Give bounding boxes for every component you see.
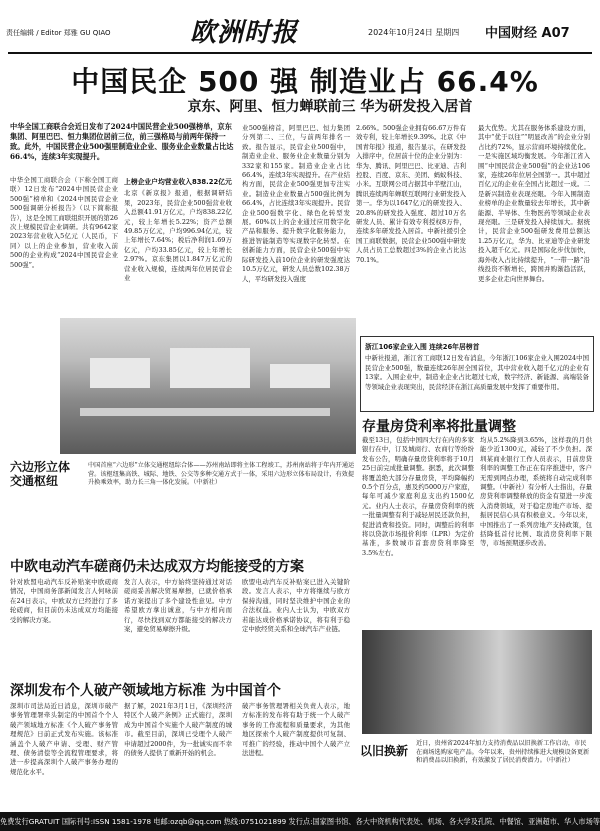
trade-in-caption: 近日，贵州省2024年加力支持消费品以旧换新工作启动，市民在商场选购家电产品。今年以来，贵州持续推进大规模设备更新和消费品以旧换新，有效激发了居民消费潜力。（中新社） (416, 740, 590, 765)
shenzhen-column-1: 深圳市司法局近日消息，深圳市破产事务管理署牵头制定的中国首个个人破产领域地方标准《个人破产事务管理规范》日前正式发布实施。该标准涵盖个人破产申请、受理、财产管理、债务清偿等全流程管理要求，将进一步提高深圳个人破产事务办理的规范化水平。 (10, 702, 118, 776)
footer-bar: 免费发行GRATUIT 国际刊号:ISSN 1581-1978 电邮:ozqb@qq.com 热线:0751021899 发行点:国家图书馆、各大中资机构代表处、机场、各大学及孔院、中餐馆、亚洲超市、华人市场等 (0, 812, 600, 831)
mortgage-column-2: 均从5.2%降到3.65%，这样我的月供能少近1300元，减轻了不少负担。深圳某商业银行工作人员表示，目前房贷利率的调整工作正在有序推进中，客户无需到网点办理，系统将自动完成利率调整。（中新社）有分析人士指出，存量房贷利率调整释放的资金有望进一步流入消费领域，对于稳定房地产市场、提振居民信心具有积极意义。今年以来，中国推出了一系列房地产支持政策，包括降低首付比例、取消房贷利率下限等，市场预期逐步改善。 (480, 436, 592, 548)
article-column-2 (124, 176, 232, 314)
main-headline: 中国民企 500 强 制造业占 66.4% (71, 65, 539, 98)
ev-column-2: 发言人表示，中方始终坚持通过对话磋商妥善解决贸易摩擦，已就价格承诺方案提出了多个建设性意见。中方希望欧方拿出诚意，与中方相向而行，尽快找到双方都能接受的解决方案，避免贸易摩擦升级。 (124, 578, 232, 634)
lead-paragraph: 中华全国工商联合会近日发布了2024中国民营企业500强榜单，京东集团、阿里巴巴、恒力集团位居前三位，前三强格局与前两年保持一致。此外，中国民营企业500强里制造业企业、服务业企业数量占比达66.4%，连续3年实现提升。 (10, 122, 234, 161)
main-subheadline: 京东、阿里、恒力蝉联前三 华为研发投入居首 (187, 99, 473, 115)
mortgage-column-1: 截至13日，包括中国四大行在内的多家银行在中，订及城商行、农商行等纷纷发布公告，明确存量房贷利率将于10月25日前完成批量调整。据悉，此次调整将覆盖绝大部分存量房贷，平均降幅约0.5个百分点，惠及约5000万户家庭，每年可减少家庭利息支出约1500亿元。业内人士表示，存量房贷利率的统一批量调整有利于减轻居民还款负担，促进消费和投资。同时，调整后的利率将以贷款市场报价利率（LPR）为定价基准，多数城市首套房贷利率降至3.5%左右。 (362, 436, 474, 557)
column-subtitle: 上榜企业户均营业收入838.22亿元 (124, 178, 232, 186)
sidebar-body (365, 341, 589, 407)
sidebar-text: 中新社报道，浙江省工商联12日发布消息，今年浙江106家企业入围2024中国民营企业500强，数量连续26年居全国首位，其中营业收入超千亿元的企业有13家。入围企业中，制造业企业占比超过七成，数字经济、新能源、高端装备等领域企业表现突出，民营经济在浙江高质量发展中发挥了重要作用。 (365, 354, 589, 391)
sidebar-title: 浙江106家企业入围 连续26年居榜首 (365, 343, 480, 351)
ev-column-3: 欧盟电动汽车反补贴案已进入关键阶段。发言人表示，中方将继续与欧方保持沟通，同时坚决维护中国企业的合法权益。业内人士认为，中欧双方若能达成价格承诺协议，将有利于稳定中欧经贸关系和全球汽车产业链。 (242, 578, 350, 634)
mortgage-rate-headline: 存量房贷利率将批量调整 (362, 419, 516, 435)
column-text: 北京《新京报》报道，根据调研结果，2023年，民营企业500强营业收入总额41.91万亿元，户均838.22亿元，较上年增长5.22%；资产总额49.85万亿元，户均996.94亿元，较上年增长7.64%；税后净利润1.69万亿元，户均33.85亿元，较上年增长2.97%。京东集团以1.847万亿元的营业收入规模，连续两年位居民营企业 (124, 189, 232, 283)
masthead (0, 0, 600, 60)
section-label: 中国财经 A07 (485, 26, 570, 41)
photo-tag: 六边形立体交通枢纽 (10, 460, 71, 488)
article-column-4: 2.66%。500强企业拥有66.67万件有效专利，较上年增长9.39%。北京《中国青年报》报道，报告显示，在研发投入排序中，位居前十位的企业分别为：华为、腾讯、阿里巴巴、比亚迪、吉利控股、百度、京东、美团、蚂蚁科技、小米。互联网公司占据其中半壁江山，腾讯连续两年蝉联互联网行业研发投入第一。华为以1647亿元的研发投入、20.8%的研发投入强度、超过10万名研发人员、累计有效专利授权8万件，连续多年研发投入居首。中新社援引全国工商联数据，民营企业500强中研发人员占员工总数超过3%的企业占比达70.1%。 (356, 124, 466, 264)
trade-in-photo (362, 630, 592, 734)
shenzhen-column-2: 据了解，2021年3月1日，《深圳经济特区个人破产条例》正式施行，深圳成为中国首个实施个人破产制度的城市。截至目前，深圳已受理个人破产申请超过2000件，为一批诚实而不幸的债务人提供了重新开始的机会。 (124, 702, 232, 758)
editor-credit: 责任编辑 / Editor 郑雅 GU QIAO (6, 29, 111, 37)
ev-column-1: 针对欧盟电动汽车反补贴案中欧磋商情况，中国商务部新闻发言人何咏前在24日表示，中欧双方已经进行了多轮磋商，但目前仍未达成双方均能接受的解决方案。 (10, 578, 118, 624)
trade-in-tag: 以旧换新 (360, 744, 409, 758)
zhejiang-sidebar (360, 336, 594, 412)
issue-date: 2024年10月24日 星期四 (368, 28, 460, 37)
shenzhen-headline: 深圳发布个人破产领域地方标准 为中国首个 (10, 683, 281, 699)
transport-hub-photo (60, 318, 356, 454)
newspaper-logo: 欧洲时报 (190, 18, 299, 48)
ev-headline: 中欧电动汽车磋商仍未达成双方均能接受的方案 (10, 559, 304, 575)
article-column-3: 业500强榜首，阿里巴巴、恒力集团分列第二、三位，与前两年排名一致。报告显示，民营企业500强中，制造业企业、服务业企业数量分别为332家和155家。制造业企业占比66.4%，连续3年实现提升。在产业结构方面，民营企业500强更加专注实业。制造业企业数量占500强比例为66.4%，占比连续3年实现提升。民营企业500强数字化、绿色化转型发展。60%以上的企业通过应用数字化产品和服务、提升数字化服务能力，推进智能制造等实现数字化转型。在创新能力方面，民营企业500强中实际研发投入前10位企业的研发强度达10.5万亿元，研发人员总数102.38万人，平均研发投入强度 (242, 124, 350, 283)
article-column-5: 最大优势。尤其在服务体系建设方面，其中“优于以往”“明显改善”的企业分别占比约72%，显示营商环境持续优化。一是实施区域均衡发展。今年浙江省入围“中国民营企业500强”的企业达106家，连续26年位居全国第一。其中超过百亿元的企业在全国占比超过一成。二是新兴制造业表现亮眼。今年入围制造业榜单的企业数量较去年增长，其中新能源、半导体、生物医药等领域企业表现亮眼。三是研发投入持续加大。据统计，民营企业500强研发费用总额达1.25万亿元，华为、比亚迪等企业研发投入超千亿元。四是国际化步伐加快，海外收入占比持续提升，“一带一路”沿线投资不断增长，跨国并购渐趋活跃，更多企业走向世界舞台。 (478, 124, 590, 283)
photo-caption: 中国首座“六边形”立体交通枢纽综合体——苏州南站即将主体工程竣工，苏州南站将于年内开通运营。该枢纽集高铁、城际、地铁、公交等多种交通方式于一体，采用六边形立体布局设计，有效提升换乘效率，助力长三角一体化发展。（中新社） (88, 462, 355, 487)
article-column-1: 中华全国工商联合会（下称全国工商联）12日发布“2024中国民营企业500强”榜单和《2024中国民营企业500强调研分析报告》（以下简称报告），这是全国工商联组织开展的第26次上规模民营企业调研。共有9642家2023年营业收入5亿元（人民币，下同）以上的企业参加，营业收入前500的企业构成“2024中国民营企业500强”。 (10, 176, 118, 269)
header-rule (8, 52, 592, 54)
shenzhen-column-3: 破产事务管理署相关负责人表示，地方标准的发布将有助于统一个人破产事务的工作流程和质量要求，为其他地区探索个人破产制度提供可复制、可推广的经验，推动中国个人破产立法进程。 (242, 702, 350, 758)
